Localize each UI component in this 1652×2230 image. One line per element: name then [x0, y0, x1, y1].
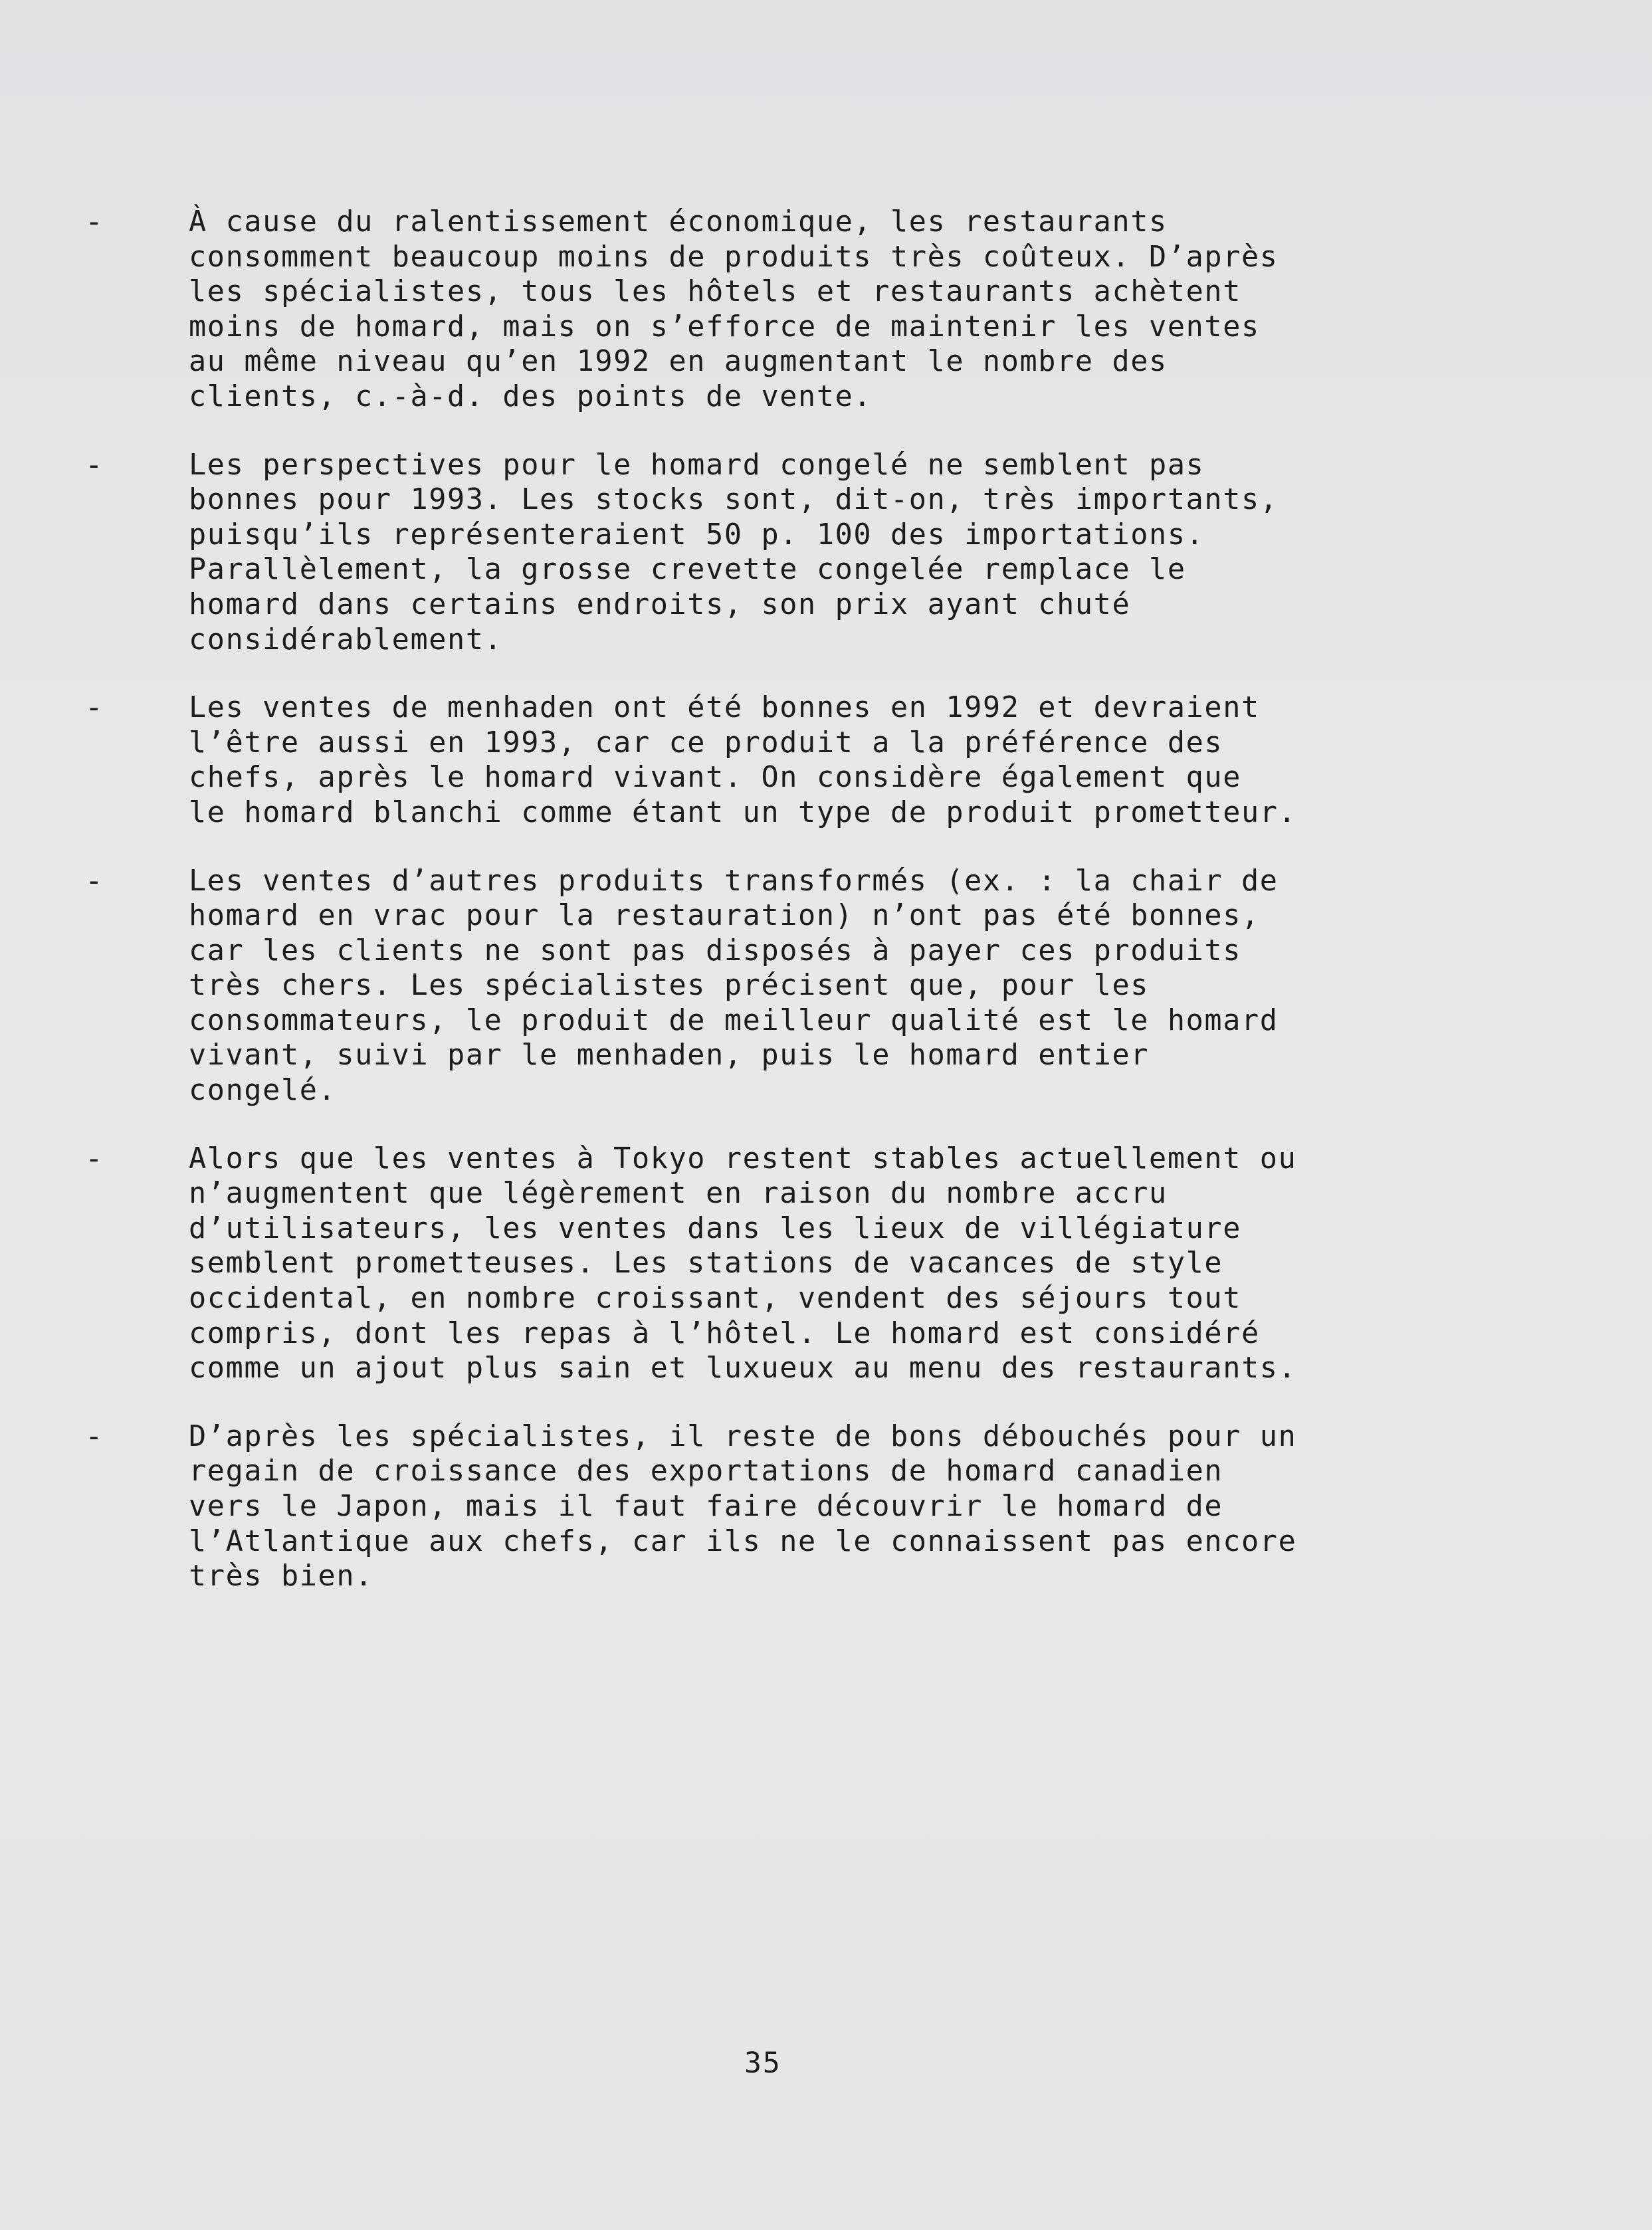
- bullet-item: [85, 1142, 1467, 1386]
- bullet-text: Les ventes de menhaden ont été bonnes en 1992 et devraient l’être aussi en 1993, car ce produit a la préférence des chefs, après le homard vivant. On considère également que le homard blanchi comme étant un type de produit prometteur.: [189, 691, 1297, 829]
- bullet-dash: -: [85, 1419, 103, 1453]
- bullet-text: Les ventes d’autres produits transformés (ex. : la chair de homard en vrac pour la restauration) n’ont pas été bonnes, car les clients ne sont pas disposés à payer ces produits très chers. Les spécialistes précisent que, pour les consommateurs, le produit de meilleur qualité est le homard vivant, suivi par le menhaden, puis le homard entier congelé.: [189, 864, 1279, 1108]
- bullet-text: Les perspectives pour le homard congelé ne semblent pas bonnes pour 1993. Les stocks sont, dit-on, très importants, puisqu’ils représenteraient 50 p. 100 des importations. Parallèlement, la grosse crevette congelée remplace le homard dans certains endroits, son prix ayant chuté considérablement.: [189, 448, 1279, 657]
- bullet-dash: -: [85, 690, 103, 725]
- bullet-dash: -: [85, 1141, 103, 1175]
- bullet-item: [85, 690, 1467, 830]
- bullet-list: [85, 205, 1467, 1627]
- bullet-item: [85, 864, 1467, 1108]
- bullet-text: Alors que les ventes à Tokyo restent stables actuellement ou n’augmentent que légèrement en raison du nombre accru d’utilisateurs, les ventes dans les lieux de villégiature semblent prometteuses. Les stations de vacances de style occidental, en nombre croissant, vendent des séjours tout compris, dont les repas à l’hôtel. Le homard est considéré comme un ajout plus sain et luxueux au menu des restaurants.: [189, 1142, 1297, 1385]
- page-number: 35: [744, 2047, 781, 2080]
- bullet-dash: -: [85, 863, 103, 898]
- bullet-text: À cause du ralentissement économique, les restaurants consomment beaucoup moins de produits très coûteux. D’après les spécialistes, tous les hôtels et restaurants achètent moins de homard, mais on s’efforce de maintenir les ventes au même niveau qu’en 1992 en augmentant le nombre des clients, c.-à-d. des points de vente.: [189, 205, 1279, 413]
- bullet-item: [85, 205, 1467, 415]
- bullet-dash: -: [85, 447, 103, 482]
- bullet-item: [85, 1419, 1467, 1594]
- bullet-dash: -: [85, 205, 103, 239]
- bullet-item: [85, 448, 1467, 658]
- bullet-text: D’après les spécialistes, il reste de bons débouchés pour un regain de croissance des exportations de homard canadien vers le Japon, mais il faut faire découvrir le homard de l’Atlantique aux chefs, car ils ne le connaissent pas encore très bien.: [189, 1419, 1297, 1593]
